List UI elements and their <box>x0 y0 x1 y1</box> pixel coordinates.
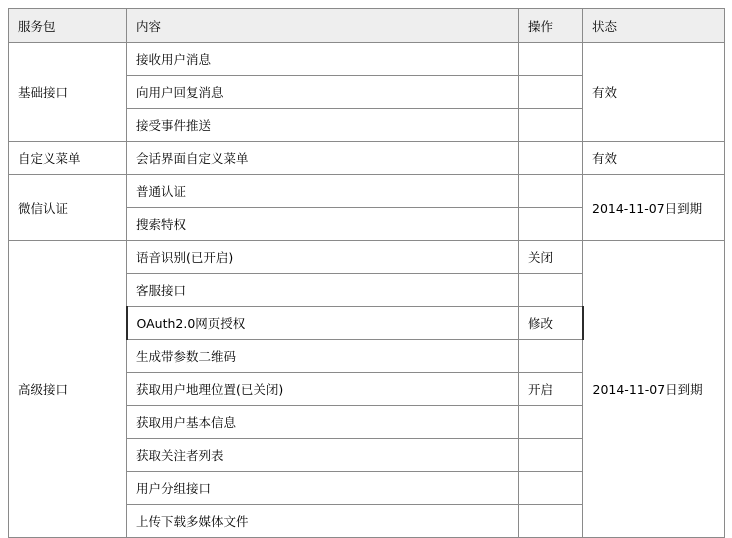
status-cell: 有效 <box>583 142 725 175</box>
status-cell: 2014-11-07日到期 <box>583 175 725 241</box>
operation-cell[interactable] <box>519 340 583 373</box>
operation-cell[interactable] <box>519 109 583 142</box>
operation-cell[interactable] <box>519 142 583 175</box>
table-row <box>9 241 725 274</box>
content-cell: 获取用户地理位置(已关闭) <box>127 373 519 406</box>
operation-cell[interactable] <box>519 439 583 472</box>
column-header-operation: 操作 <box>519 9 583 43</box>
operation-cell-modify[interactable]: 修改 <box>519 307 583 340</box>
content-cell: 获取关注者列表 <box>127 439 519 472</box>
content-cell: 上传下载多媒体文件 <box>127 505 519 538</box>
status-cell: 有效 <box>583 43 725 142</box>
column-header-content: 内容 <box>127 9 519 43</box>
table-row <box>9 142 725 175</box>
operation-cell-close[interactable]: 关闭 <box>519 241 583 274</box>
content-cell: 接收用户消息 <box>127 43 519 76</box>
content-cell: 获取用户基本信息 <box>127 406 519 439</box>
operation-cell[interactable] <box>519 274 583 307</box>
content-cell: 语音识别(已开启) <box>127 241 519 274</box>
column-header-package: 服务包 <box>9 9 127 43</box>
operation-cell[interactable] <box>519 175 583 208</box>
package-name-cell: 微信认证 <box>9 175 127 241</box>
operation-cell[interactable] <box>519 505 583 538</box>
content-cell: 客服接口 <box>127 274 519 307</box>
content-cell: 生成带参数二维码 <box>127 340 519 373</box>
content-cell: 搜索特权 <box>127 208 519 241</box>
operation-cell[interactable] <box>519 76 583 109</box>
operation-cell[interactable] <box>519 472 583 505</box>
content-cell: 用户分组接口 <box>127 472 519 505</box>
content-cell: 接受事件推送 <box>127 109 519 142</box>
table-row <box>9 175 725 208</box>
service-package-table <box>8 8 725 538</box>
table-row <box>9 43 725 76</box>
package-name-cell: 基础接口 <box>9 43 127 142</box>
content-cell: 会话界面自定义菜单 <box>127 142 519 175</box>
table-header-row <box>9 9 725 43</box>
operation-cell[interactable] <box>519 208 583 241</box>
operation-cell[interactable] <box>519 406 583 439</box>
content-cell: OAuth2.0网页授权 <box>127 307 519 340</box>
table-body <box>9 43 725 538</box>
content-cell: 向用户回复消息 <box>127 76 519 109</box>
content-cell: 普通认证 <box>127 175 519 208</box>
table-header <box>9 9 725 43</box>
operation-cell[interactable] <box>519 43 583 76</box>
operation-cell-open[interactable]: 开启 <box>519 373 583 406</box>
package-name-cell: 高级接口 <box>9 241 127 538</box>
status-cell: 2014-11-07日到期 <box>583 241 725 538</box>
column-header-status: 状态 <box>583 9 725 43</box>
package-name-cell: 自定义菜单 <box>9 142 127 175</box>
